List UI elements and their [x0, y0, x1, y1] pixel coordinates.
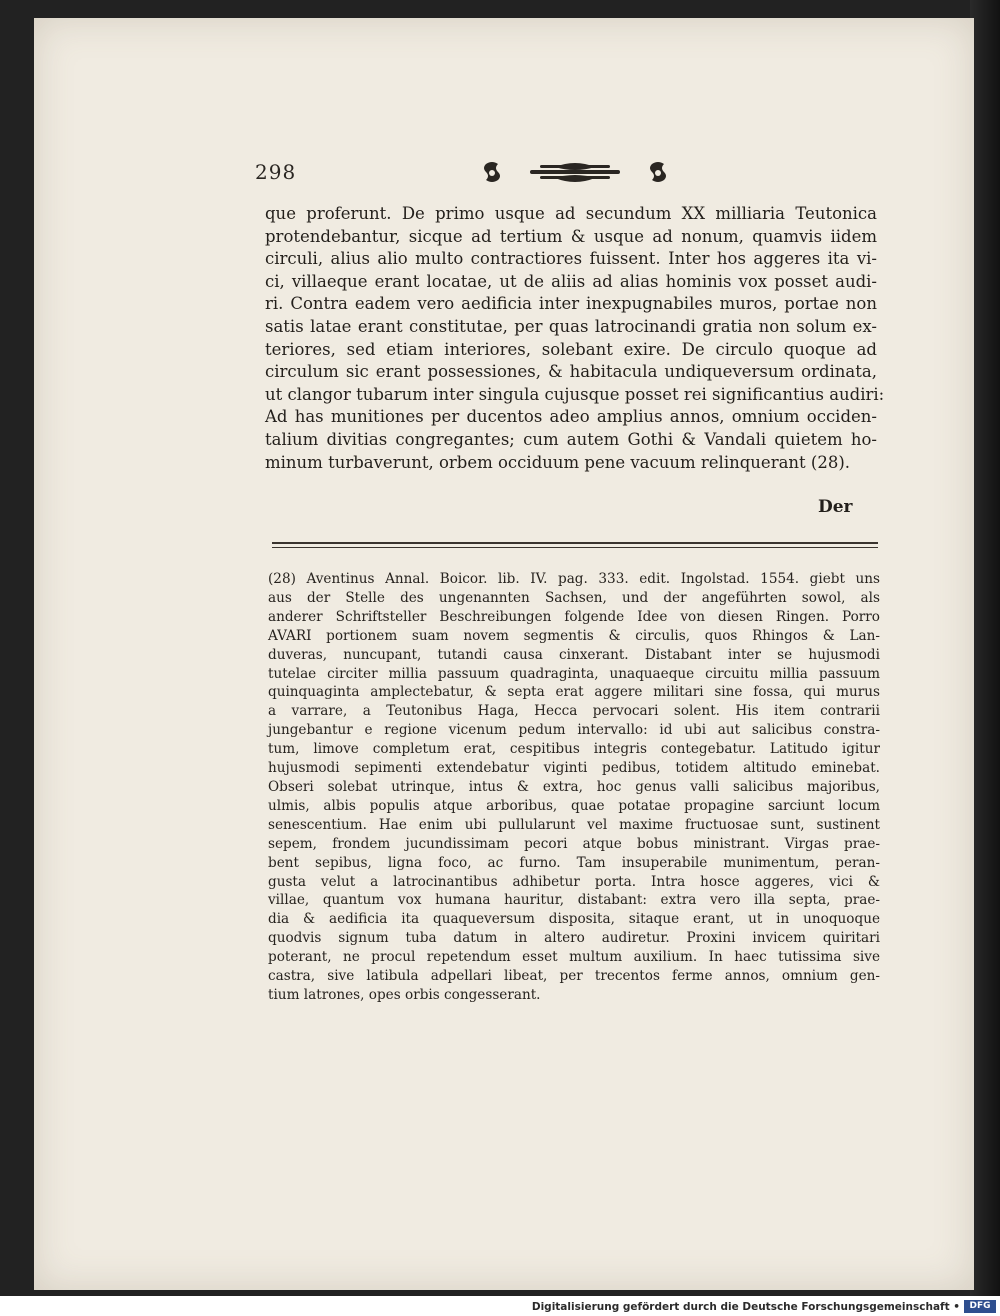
dfg-logo: DFG: [964, 1300, 996, 1313]
page-header: [255, 152, 695, 192]
footnote-line: AVARI portionem suam novem segmentis & circulis, quos Rhingos & Lan-: [268, 627, 880, 644]
footnote-line: bent sepibus, ligna foco, ac furno. Tam insuperabile munimentum, peran-: [268, 854, 880, 871]
footnote-line: tium latrones, opes orbis congesserant.: [268, 986, 541, 1003]
footnote-line: (28) Aventinus Annal. Boicor. lib. IV. pag. 333. edit. Ingolstad. 1554. giebt uns: [268, 571, 880, 587]
footnote-rule-thin: [272, 547, 878, 548]
funding-credit: Digitalisierung gefördert durch die Deutsche Forschungsgemeinschaft •: [531, 1301, 960, 1313]
footnote-line: aus der Stelle des ungenannten Sachsen, und der angeführten sowol, als: [268, 589, 880, 606]
footnote-line: tutelae circiter millia passuum quadraginta, unaquaeque circuitu millia passuum: [268, 665, 880, 682]
footnote-line: castra, sive latibula adpellari libeat, per trecentos ferme annos, omnium gen-: [268, 968, 880, 985]
footnote-line: a varrare, a Teutonibus Haga, Hecca pervocari solent. His item contrarii: [268, 703, 880, 720]
catchword: Der: [818, 497, 853, 517]
footnote-line: villae, quantum vox humana hauritur, distabant: extra vero illa septa, prae-: [268, 892, 880, 909]
text-line: Ad has munitiones per ducentos adeo amplius annos, omnium occiden-: [265, 407, 877, 427]
footnote-line: quinquaginta amplectebatur, & septa erat aggere militari sine fossa, qui murus: [268, 684, 880, 701]
text-line: satis latae erant constitutae, per quas latrocinandi gratia non solum ex-: [265, 316, 877, 336]
footnote-line: quodvis signum tuba datum in altero audiretur. Proxini invicem quiritari: [268, 930, 880, 947]
footnote-line: tum, limove completum erat, cespitibus integris contegebatur. Latitudo igitur: [268, 741, 880, 758]
footnote-line: gusta velut a latrocinantibus adhibetur porta. Intra hosce aggeres, vici &: [268, 873, 880, 890]
text-line: circuli, alius alio multo contractiores fuissent. Inter hos aggeres ita vi-: [265, 249, 877, 269]
footnote-line: sepem, frondem jucundissimam pecori atque bobus ministrant. Virgas prae-: [268, 835, 880, 852]
text-line: ci, villaeque erant locatae, ut de aliis ad alias hominis vox posset audi-: [265, 271, 877, 291]
footnote-line: jungebantur e regione vicenum pedum intervallo: id ubi aut salicibus constra-: [268, 722, 880, 739]
ornament-icon: [480, 158, 670, 188]
footnote-line: duveras, nuncupant, tutandi causa cinxerant. Distabant inter se hujusmodi: [268, 646, 880, 663]
footnote-line: ulmis, albis populis atque arboribus, quae potatae propagine sarciunt locum: [268, 797, 880, 814]
book-edge: [970, 0, 1000, 1296]
text-line: teriores, sed etiam interiores, solebant exire. De circulo quoque ad: [265, 339, 877, 359]
footnote-line: anderer Schriftsteller Beschreibungen folgende Idee von diesen Ringen. Porro: [268, 608, 880, 625]
text-line: minum turbaverunt, orbem occiduum pene vacuum relinquerant (28).: [265, 452, 851, 472]
main-text: [265, 203, 885, 474]
page-number: 298: [255, 160, 297, 184]
footnote-line: hujusmodi sepimenti extendebatur viginti pedibus, totidem altitudo eminebat.: [268, 760, 880, 777]
text-line: protendebantur, sicque ad tertium & usque ad nonum, quamvis iidem: [265, 226, 877, 246]
text-line: talium divitias congregantes; cum autem Gothi & Vandali quietem ho-: [265, 429, 877, 449]
text-line: ri. Contra eadem vero aedificia inter inexpugnabiles muros, portae non: [265, 294, 877, 314]
footnote-line: Obseri solebat utrinque, intus & extra, hoc genus valli salicibus majoribus,: [268, 778, 880, 795]
footnote-line: poterant, ne procul repetendum esset multum auxilium. In haec tutissima sive: [268, 949, 880, 966]
text-line: circulum sic erant possessiones, & habitacula undiqueversum ordinata,: [265, 362, 877, 382]
text-line: ut clangor tubarum inter singula cujusque posset rei significantius audiri:: [265, 384, 885, 404]
footnote-line: senescentium. Hae enim ubi pullularunt vel maxime fructuosae sunt, sustinent: [268, 816, 880, 833]
text-line: que proferunt. De primo usque ad secundum XX milliaria Teutonica: [265, 204, 877, 223]
footnote-rule: [272, 542, 878, 544]
footnote-line: dia & aedificia ita quaqueversum disposita, sitaque erant, ut in unoquoque: [268, 911, 880, 928]
footnote: [268, 570, 880, 1005]
